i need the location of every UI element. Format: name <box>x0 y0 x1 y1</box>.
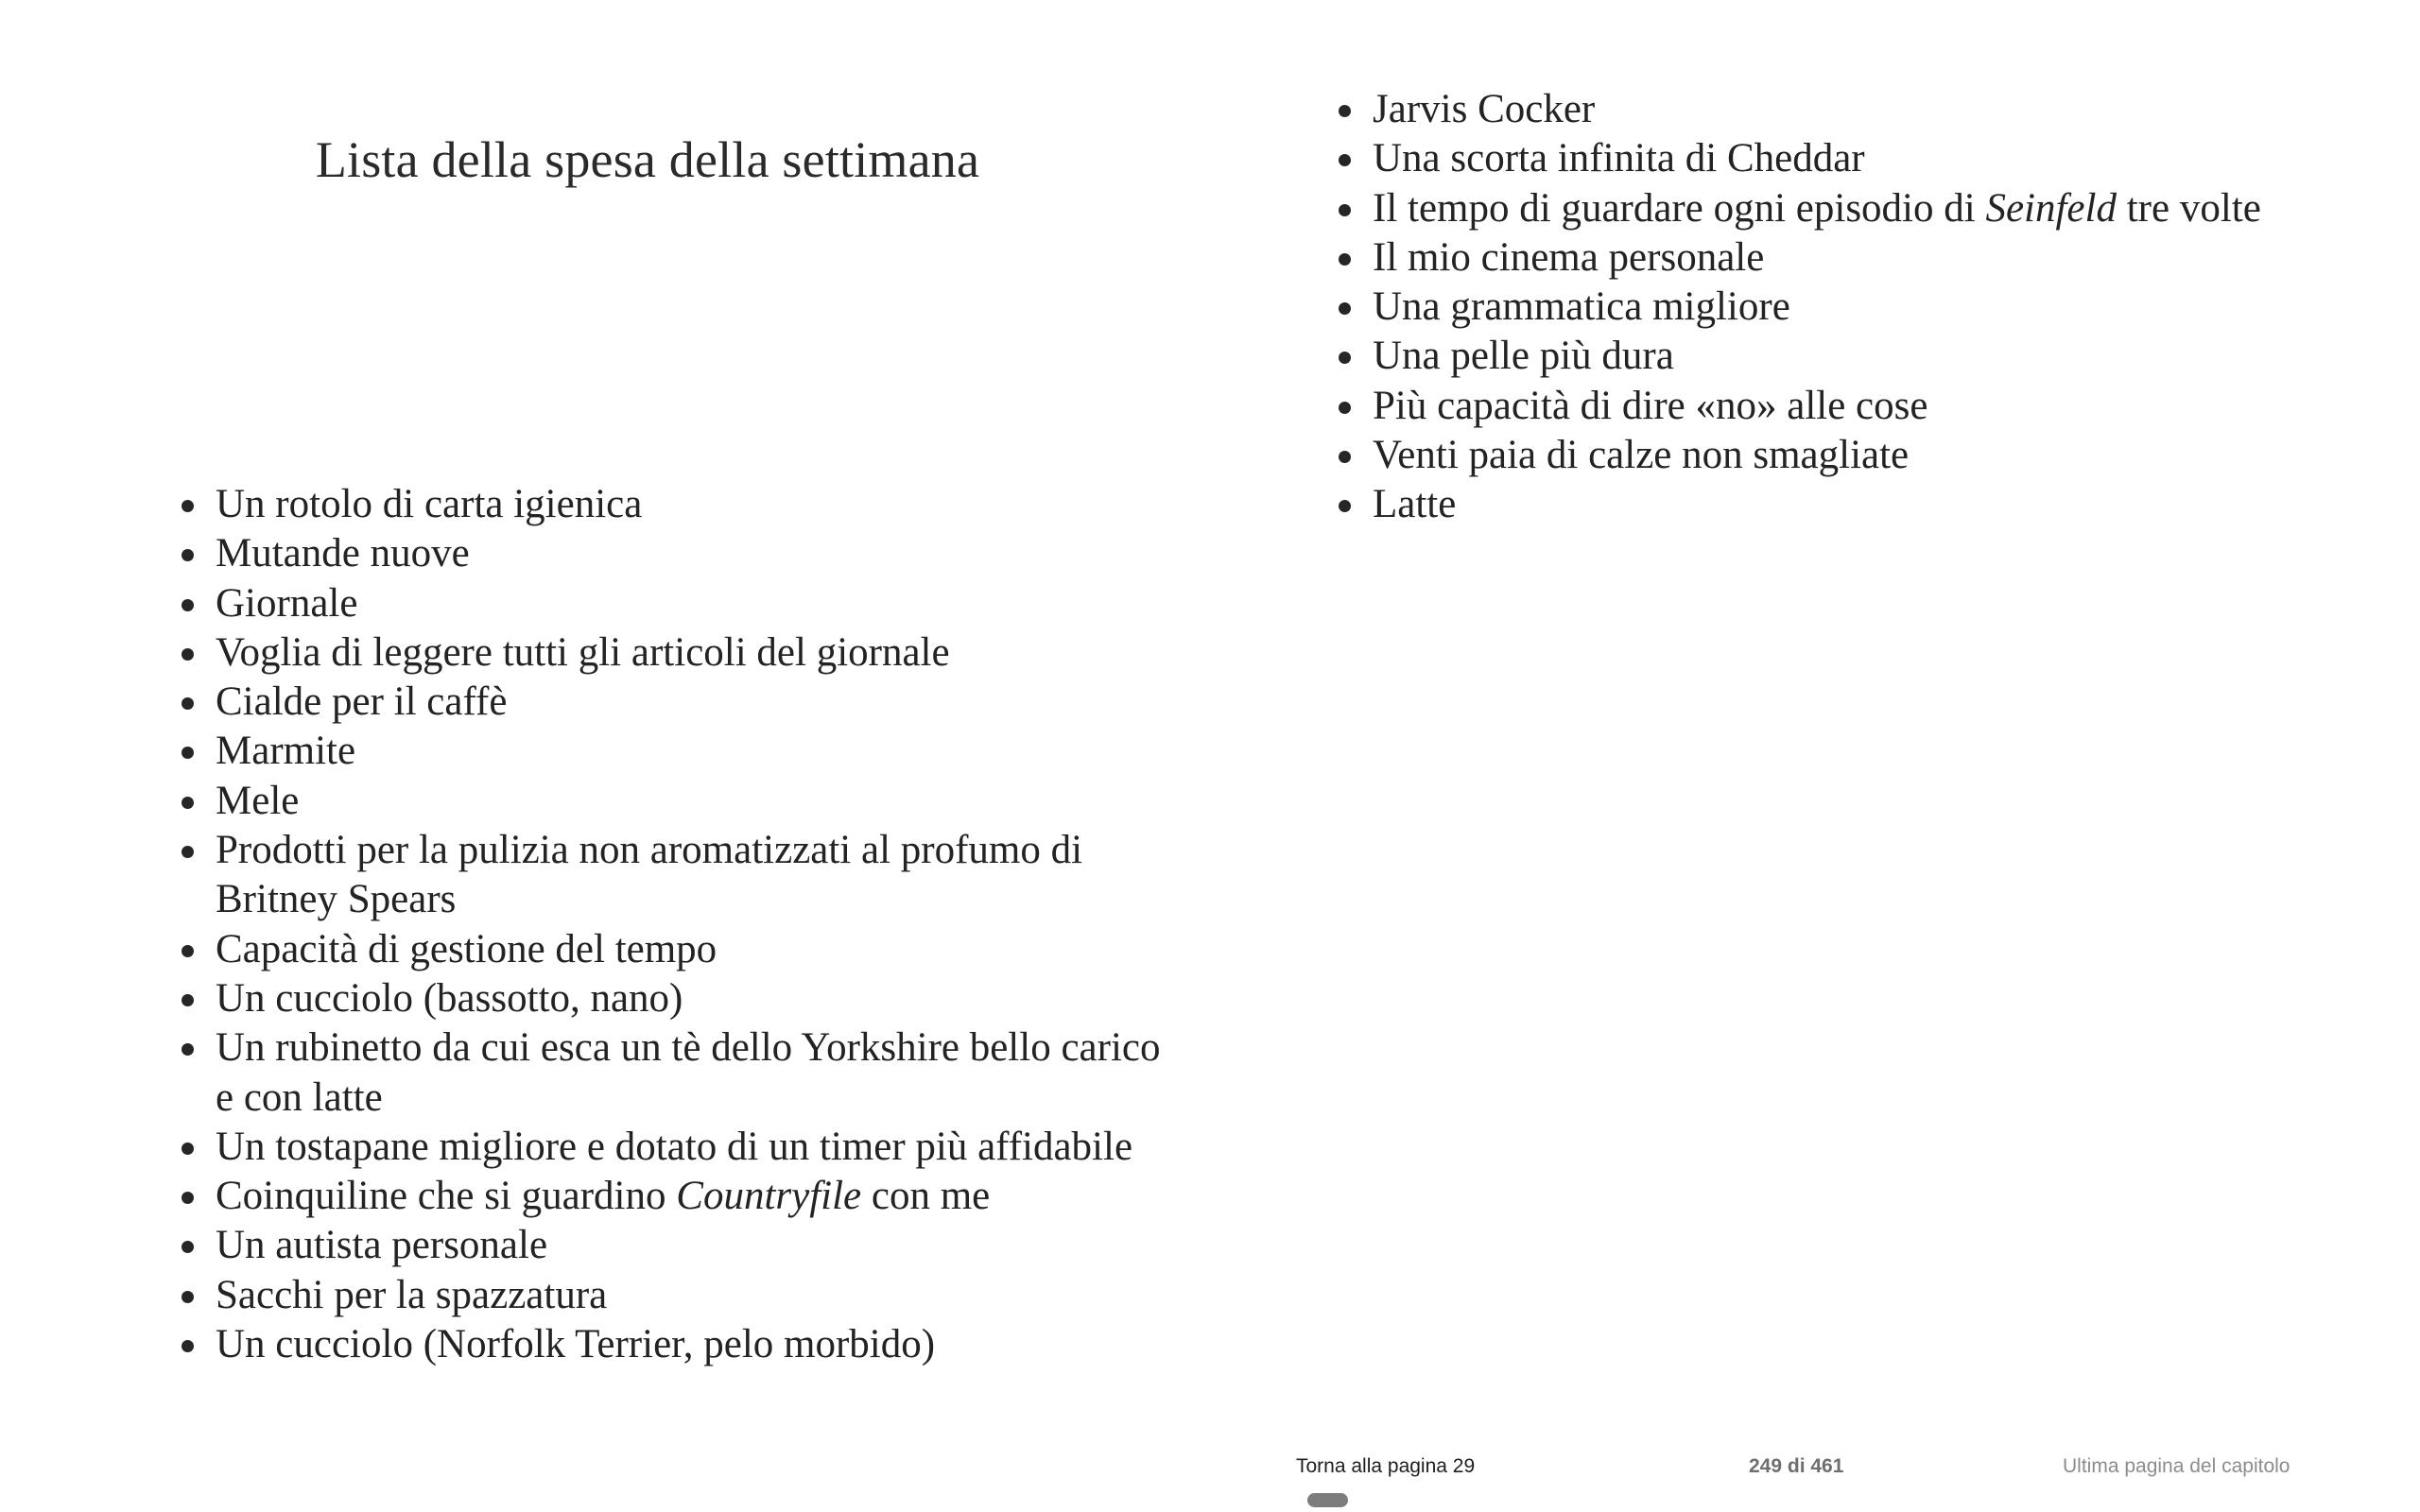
bullet-icon <box>1339 500 1351 512</box>
list-item-text: Voglia di leggere tutti gli articoli del giornale <box>216 629 950 675</box>
page-title: Lista della spesa della settimana <box>315 131 980 188</box>
list-item <box>176 529 1168 578</box>
bullet-icon <box>182 1143 194 1155</box>
back-to-page-link[interactable]: Torna alla pagina 29 <box>1296 1455 1476 1477</box>
bullet-icon <box>182 1291 194 1303</box>
list-item-text: Prodotti per la pulizia non aromatizzati al profumo di Britney Spears <box>216 828 1083 922</box>
list-item-text: Jarvis Cocker <box>1373 87 1596 131</box>
page-scrubber-handle[interactable] <box>1307 1493 1348 1507</box>
list-item-text-pre: Il tempo di guardare ogni episodio di <box>1373 185 1986 231</box>
list-item <box>1333 85 2288 134</box>
shopping-list-left <box>176 480 1168 1369</box>
list-item-text: Sacchi per la spazzatura <box>216 1272 608 1317</box>
list-item <box>176 727 1168 776</box>
bullet-icon <box>182 648 194 661</box>
list-item-text: Cialde per il caffè <box>216 679 508 725</box>
list-item <box>176 1172 1168 1221</box>
list-item-text: Un cucciolo (Norfolk Terrier, pelo morbido) <box>216 1322 936 1367</box>
list-item <box>1333 480 2288 529</box>
list-item-text: Marmite <box>216 729 356 774</box>
list-item-text: Mutande nuove <box>216 531 470 576</box>
bullet-icon <box>182 697 194 710</box>
list-item <box>176 628 1168 678</box>
list-item-text: Un rotolo di carta igienica <box>216 482 643 526</box>
list-item <box>176 1271 1168 1320</box>
list-item <box>176 1320 1168 1369</box>
list-item-text: Un rubinetto da cui esca un tè dello Yorkshire bello carico e con latte <box>216 1025 1161 1120</box>
bullet-icon <box>182 599 194 611</box>
bullet-icon <box>182 1043 194 1056</box>
show-title-italic: Countryfile <box>676 1174 862 1219</box>
bullet-icon <box>182 1241 194 1253</box>
bullet-icon <box>182 747 194 759</box>
list-item-text: Un cucciolo (bassotto, nano) <box>216 975 683 1021</box>
bullet-icon <box>1339 352 1351 364</box>
list-item-text-post: tre volte <box>2116 185 2261 231</box>
list-item <box>176 480 1168 529</box>
bullet-icon <box>182 549 194 561</box>
shopping-list-right <box>1333 85 2288 530</box>
list-item-text-post: con me <box>861 1174 991 1219</box>
list-item <box>1333 332 2288 381</box>
list-item <box>176 579 1168 628</box>
list-item <box>176 974 1168 1023</box>
list-item-text: Una scorta infinita di Cheddar <box>1373 136 1865 181</box>
list-item <box>1333 382 2288 431</box>
list-item-text: Una pelle più dura <box>1373 334 1674 379</box>
list-item <box>1333 134 2288 183</box>
bullet-icon <box>1339 402 1351 414</box>
bullet-icon <box>1339 253 1351 266</box>
list-item <box>176 925 1168 974</box>
bullet-icon <box>1339 451 1351 463</box>
list-item <box>176 1221 1168 1270</box>
list-item <box>1333 184 2288 233</box>
list-item-text: Mele <box>216 778 300 823</box>
bullet-icon <box>1339 302 1351 315</box>
list-item-text: Capacità di gestione del tempo <box>216 926 717 971</box>
list-item-text: Il mio cinema personale <box>1373 234 1765 280</box>
bullet-icon <box>182 1192 194 1204</box>
list-item <box>176 826 1168 925</box>
list-item-text: Più capacità di dire «no» alle cose <box>1373 383 1928 428</box>
list-item <box>1333 233 2288 283</box>
list-item <box>1333 283 2288 332</box>
list-item <box>176 1023 1168 1123</box>
bullet-icon <box>182 500 194 512</box>
bullet-icon <box>182 846 194 858</box>
list-item <box>1333 431 2288 480</box>
list-item <box>176 1123 1168 1172</box>
list-item <box>176 777 1168 826</box>
list-item-text: Latte <box>1373 482 1457 527</box>
list-item-text: Giornale <box>216 580 358 626</box>
list-item-text: Un autista personale <box>216 1223 548 1268</box>
bullet-icon <box>182 994 194 1006</box>
bullet-icon <box>182 797 194 809</box>
list-item-text: Un tostapane migliore e dotato di un timer più affidabile <box>216 1124 1133 1169</box>
bullet-icon <box>182 945 194 957</box>
bullet-icon <box>1339 105 1351 117</box>
bullet-icon <box>1339 204 1351 216</box>
list-item <box>176 678 1168 727</box>
bullet-icon <box>1339 154 1351 166</box>
page-indicator: 249 di 461 <box>1749 1455 1844 1477</box>
show-title-italic: Seinfeld <box>1985 185 2117 231</box>
list-item-text-pre: Coinquiline che si guardino <box>216 1174 677 1219</box>
bullet-icon <box>182 1340 194 1352</box>
chapter-pages-remaining: Ultima pagina del capitolo <box>2063 1455 2290 1477</box>
list-item-text: Venti paia di calze non smagliate <box>1373 433 1910 478</box>
list-item-text: Una grammatica migliore <box>1373 284 1790 330</box>
